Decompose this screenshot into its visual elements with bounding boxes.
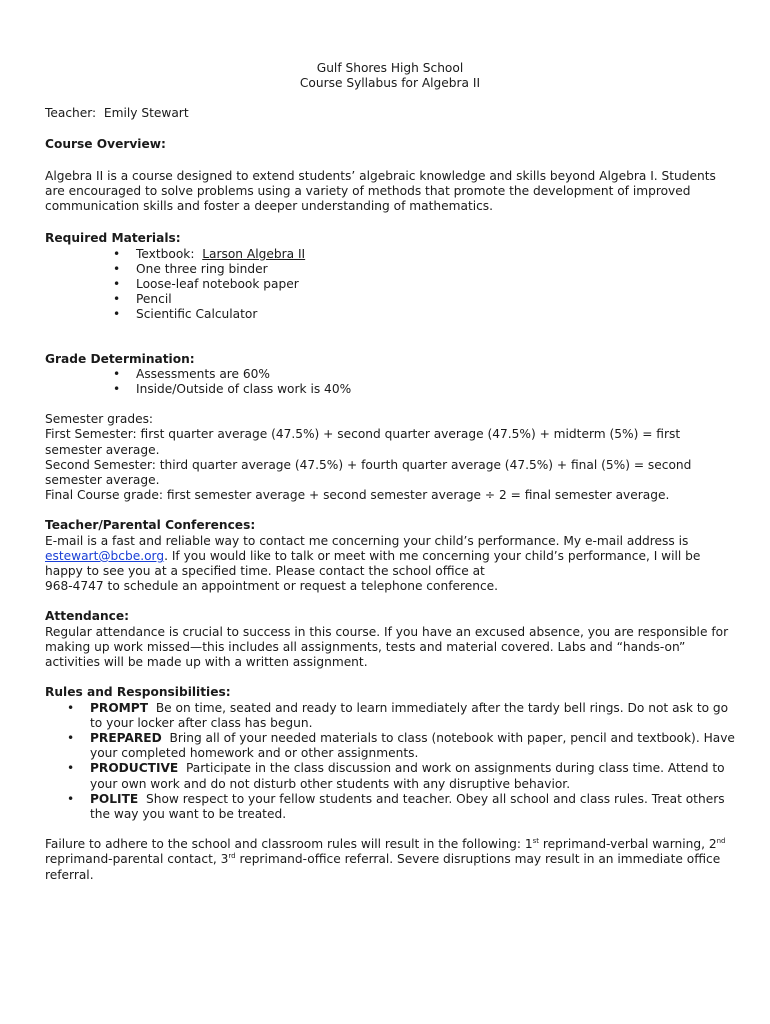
rule-text: Show respect to your fellow students and teacher. Obey all school and class rules. Treat others the way you want to be treated.: [90, 791, 725, 821]
teacher-name: Emily Stewart: [103, 106, 189, 121]
course-title: Course Syllabus for Algebra II: [299, 76, 481, 91]
semester-label: Semester grades:: [45, 412, 154, 427]
list-item: • Pencil: [113, 292, 735, 307]
ordinal-suffix: st: [532, 837, 539, 846]
email-link[interactable]: estewart@bcbe.org: [45, 548, 165, 563]
rule-term: PREPARED: [90, 730, 162, 745]
consequences-part: reprimand-verbal warning, 2: [539, 837, 717, 852]
ordinal-suffix: rd: [228, 852, 236, 861]
materials-heading: Required Materials:: [45, 231, 181, 246]
conferences-phone-line: 968-4747 to schedule an appointment or request a telephone conference.: [45, 579, 499, 594]
final-course-formula: Final Course grade: first semester average + second semester average ÷ 2 = final semester average.: [45, 488, 670, 503]
rule-prompt: [67, 701, 735, 731]
first-semester-formula: First Semester: first quarter average (47.5%) + second quarter average (47.5%) + midterm (5%) = first semester average.: [45, 427, 681, 457]
consequences-text: [45, 837, 735, 883]
consequences-part: reprimand-parental contact, 3: [45, 852, 229, 867]
teacher-label: Teacher:: [45, 106, 97, 121]
list-item: • Assessments are 60%: [113, 367, 735, 382]
overview-text: Algebra II is a course designed to extend students’ algebraic knowledge and skills beyond Algebra I. Students are encouraged to solve problems using a variety of methods that promote the development of improved communication skills and foster a deeper understanding of mathematics.: [45, 168, 716, 214]
textbook-prefix: Textbook:: [136, 246, 195, 261]
list-item: • Scientific Calculator: [113, 307, 735, 322]
rules-list: [45, 701, 735, 823]
conferences-text-before: E-mail is a fast and reliable way to contact me concerning your child’s performance. My e-mail address is: [45, 533, 689, 548]
consequences-intro: Failure to adhere to the school and classroom rules will result in the following: 1: [45, 837, 533, 852]
second-semester-formula: Second Semester: third quarter average (47.5%) + fourth quarter average (47.5%) + final (5%) = second semester average.: [45, 457, 692, 488]
rules-heading: Rules and Responsibilities:: [45, 685, 231, 700]
list-item: • One three ring binder: [113, 262, 735, 277]
conferences-text-after: . If you would like to talk or meet with me concerning your child’s performance, I will be happy to see you at a specified time. Please contact the school office at: [45, 548, 701, 579]
teacher-line: [45, 106, 735, 121]
rule-text: Participate in the class discussion and work on assignments during class time. Attend to your own work and do not disturb other students with any disruptive behavior.: [90, 761, 725, 791]
attendance-heading: Attendance:: [45, 609, 130, 624]
materials-list: [45, 247, 735, 323]
rule-prepared: [67, 731, 735, 761]
overview-heading: Course Overview:: [45, 136, 166, 151]
school-name: Gulf Shores High School: [316, 61, 464, 75]
list-item: • Inside/Outside of class work is 40%: [113, 382, 735, 397]
document-header: [45, 61, 735, 91]
rule-text: Be on time, seated and ready to learn immediately after the tardy bell rings. Do not ask to go to your locker after class has begun.: [90, 700, 729, 730]
ordinal-suffix: nd: [716, 837, 726, 846]
rule-productive: [67, 761, 735, 791]
grades-heading: Grade Determination:: [45, 351, 195, 366]
conferences-heading: Teacher/Parental Conferences:: [45, 518, 256, 533]
consequences-part: reprimand-office referral. Severe disruptions may result in an immediate office referral.: [45, 852, 721, 882]
list-item: [113, 247, 735, 262]
grades-list: [45, 367, 735, 397]
rule-term: PRODUCTIVE: [90, 761, 179, 776]
rule-term: POLITE: [90, 791, 139, 806]
rule-polite: [67, 792, 735, 822]
rule-text: Bring all of your needed materials to class (notebook with paper, pencil and textbook). Have your completed homework and or other assignments.: [90, 730, 735, 761]
list-item: • Loose-leaf notebook paper: [113, 277, 735, 292]
attendance-text: Regular attendance is crucial to success in this course. If you have an excused absence, you are responsible for making up work missed—this includes all assignments, tests and material covered. Labs and “hands-on” activities will be made up with a written assignment.: [45, 624, 729, 670]
syllabus-document: [45, 61, 735, 883]
textbook-title: Larson Algebra II: [202, 246, 306, 261]
conferences-text: [45, 534, 735, 580]
rule-term: PROMPT: [90, 700, 149, 715]
